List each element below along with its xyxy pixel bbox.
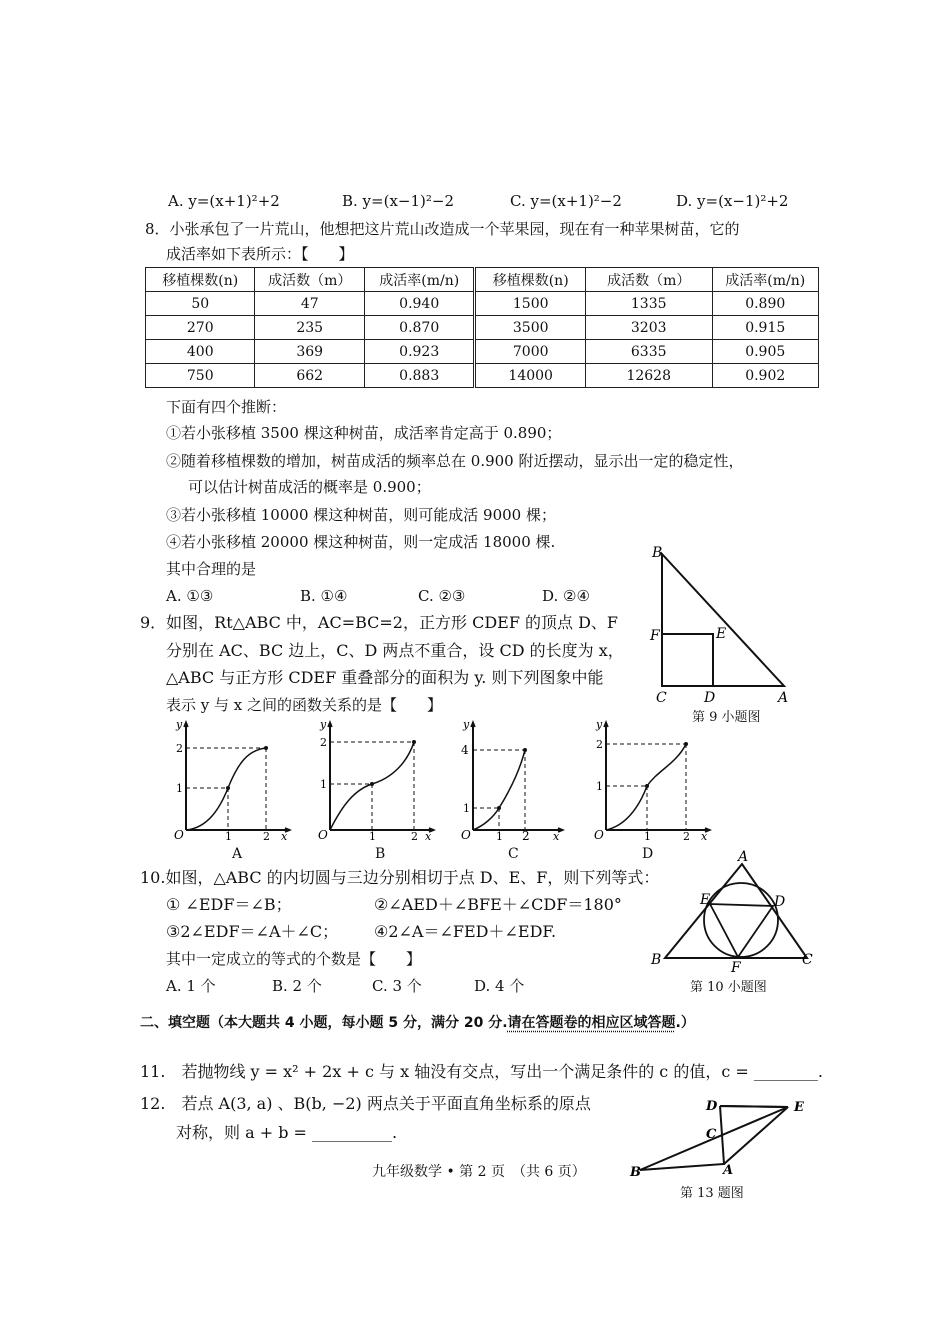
- svg-text:y: y: [596, 718, 603, 731]
- page-footer: 九年级数学 • 第 2 页 （共 6 页）: [372, 1164, 586, 1180]
- svg-text:2: 2: [683, 830, 690, 843]
- svg-text:B: B: [652, 545, 663, 561]
- q10-option-c: C. 3 个: [372, 977, 422, 995]
- table-cell: 12628: [585, 364, 712, 388]
- svg-text:x: x: [701, 830, 708, 843]
- svg-text:y: y: [463, 718, 470, 731]
- svg-text:2: 2: [411, 830, 418, 843]
- table-header: 移植棵数(n): [146, 268, 255, 292]
- section-2-heading: [140, 1013, 695, 1033]
- q8-option-d: D. ②④: [542, 587, 590, 605]
- table-cell: 0.905: [712, 340, 819, 364]
- q10-option-a: A. 1 个: [166, 977, 216, 995]
- table-cell: 662: [255, 364, 364, 388]
- q8-intro: 下面有四个推断：: [166, 398, 287, 416]
- q10-incircle-figure: [645, 846, 820, 976]
- graph-label-c: C: [508, 846, 519, 862]
- svg-text:O: O: [461, 828, 471, 842]
- svg-text:2: 2: [176, 742, 183, 755]
- q8-option-c: C. ②③: [418, 587, 466, 605]
- table-cell: 235: [255, 316, 364, 340]
- svg-text:x: x: [425, 830, 432, 843]
- svg-text:D: D: [704, 690, 716, 705]
- q9-line4: 表示 y 与 x 之间的函数关系的是【 】: [166, 696, 443, 714]
- table-header: 移植棵数(n): [475, 268, 585, 292]
- q8-statement-2a: ②随着移植棵数的增加，树苗成活的频率总在 0.900 附近摆动，显示出一定的稳定性，: [166, 452, 744, 470]
- table-cell: 0.915: [712, 316, 819, 340]
- q10-eq4: ④2∠A＝∠FED＋∠EDF.: [374, 922, 557, 941]
- table-header-row: [146, 268, 819, 292]
- svg-text:O: O: [174, 828, 184, 842]
- q8-option-a: A. ①③: [166, 587, 214, 605]
- q10-eq2: ②∠AED＋∠BFE＋∠CDF＝180°: [374, 895, 622, 914]
- table-row: [146, 364, 819, 388]
- table-row: [146, 292, 819, 316]
- table-header: 成活数（m）: [255, 268, 364, 292]
- q10-eq3: ③2∠EDF＝∠A＋∠C；: [166, 922, 339, 941]
- svg-text:A: A: [723, 1163, 734, 1178]
- svg-text:1: 1: [496, 830, 503, 843]
- svg-text:2: 2: [320, 736, 327, 749]
- svg-text:1: 1: [644, 830, 651, 843]
- svg-text:D: D: [774, 894, 786, 910]
- q10-eq1: ① ∠EDF＝∠B；: [166, 895, 292, 914]
- q8-option-b: B. ①④: [300, 587, 348, 605]
- q9-line3: △ABC 与正方形 CDEF 重叠部分的面积为 y. 则下列图象中能: [166, 668, 604, 687]
- q9-graph-d: [588, 718, 718, 843]
- svg-text:B: B: [651, 952, 662, 968]
- q9-triangle-figure: [640, 540, 800, 705]
- table-cell: 750: [146, 364, 255, 388]
- svg-text:A: A: [738, 849, 749, 865]
- q12-line2: 对称，则 a + b = __________.: [176, 1123, 398, 1142]
- q10-line1: 10.如图，△ABC 的内切圆与三边分别相切于点 D、E、F，则下列等式：: [140, 868, 660, 887]
- svg-text:x: x: [281, 830, 288, 843]
- q8-statement-1: ①若小张移植 3500 棵这种树苗，成活率肯定高于 0.890；: [166, 424, 562, 442]
- q8-ask: 其中合理的是: [166, 560, 257, 578]
- q8-statement-3: ③若小张移植 10000 棵这种树苗，则可能成活 9000 棵；: [166, 506, 556, 524]
- table-cell: 7000: [475, 340, 585, 364]
- q9-graph-b: [312, 718, 442, 843]
- svg-text:2: 2: [263, 830, 270, 843]
- svg-text:2: 2: [596, 738, 603, 751]
- svg-text:E: E: [794, 1100, 804, 1115]
- table-cell: 0.870: [364, 316, 474, 340]
- svg-text:O: O: [318, 828, 328, 842]
- table-row: [146, 340, 819, 364]
- svg-text:C: C: [706, 1127, 717, 1142]
- svg-text:C: C: [656, 690, 667, 705]
- q7-option-d: D. y=(x−1)²+2: [676, 192, 789, 210]
- svg-text:y: y: [320, 718, 327, 731]
- svg-text:D: D: [706, 1099, 718, 1114]
- section-2-tail: .）: [675, 1015, 695, 1031]
- table-header: 成活数（m）: [585, 268, 712, 292]
- q8-line2: 成活率如下表所示：【 】: [166, 245, 354, 263]
- table-cell: 14000: [475, 364, 585, 388]
- q10-option-d: D. 4 个: [474, 977, 525, 995]
- svg-text:1: 1: [176, 782, 183, 795]
- svg-text:1: 1: [596, 780, 603, 793]
- table-cell: 270: [146, 316, 255, 340]
- q11-text: 11. 若抛物线 y = x² + 2x + c 与 x 轴没有交点，写出一个满足条件的 c 的值，c = ________.: [140, 1062, 823, 1081]
- table-cell: 0.883: [364, 364, 474, 388]
- svg-text:O: O: [594, 828, 604, 842]
- table-header: 成活率(m/n): [364, 268, 474, 292]
- table-cell: 6335: [585, 340, 712, 364]
- q9-caption: 第 9 小题图: [692, 710, 761, 725]
- q10-ask: 其中一定成立的等式的个数是【 】: [166, 950, 422, 968]
- q9-graph-a: [168, 718, 298, 843]
- svg-text:1: 1: [369, 830, 376, 843]
- svg-text:C: C: [802, 952, 813, 968]
- svg-text:A: A: [778, 690, 789, 705]
- table-header: 成活率(m/n): [712, 268, 819, 292]
- table-cell: 1500: [475, 292, 585, 316]
- svg-text:x: x: [553, 830, 560, 843]
- q8-line1: 8．小张承包了一片荒山，他想把这片荒山改造成一个苹果园，现在有一种苹果树苗，它的: [145, 220, 740, 238]
- q10-caption: 第 10 小题图: [690, 980, 767, 995]
- table-cell: 3203: [585, 316, 712, 340]
- graph-label-d: D: [642, 846, 654, 862]
- section-2-head-text: 二、填空题（本大题共 4 小题，每小题 5 分，满分 20 分.: [140, 1015, 508, 1031]
- table-cell: 400: [146, 340, 255, 364]
- table-cell: 47: [255, 292, 364, 316]
- q8-statement-4: ④若小张移植 20000 棵这种树苗，则一定成活 18000 棵.: [166, 533, 556, 551]
- q8-statement-2b: 可以估计树苗成活的概率是 0.900；: [188, 478, 431, 496]
- q7-option-c: C. y=(x+1)²−2: [510, 192, 622, 210]
- section-2-emphasis: 请在答题卷的相应区域答题: [507, 1015, 676, 1031]
- q10-option-b: B. 2 个: [272, 977, 322, 995]
- svg-text:F: F: [650, 628, 660, 644]
- svg-text:1: 1: [463, 802, 470, 815]
- q13-figure: [628, 1094, 818, 1180]
- table-cell: 0.902: [712, 364, 819, 388]
- table-cell: 0.940: [364, 292, 474, 316]
- q12-line1: 12. 若点 A(3, a) 、B(b, −2) 两点关于平面直角坐标系的原点: [140, 1094, 591, 1113]
- table-row: [146, 316, 819, 340]
- graph-label-a: A: [232, 846, 243, 862]
- svg-text:2: 2: [522, 829, 530, 843]
- q9-graph-c: [455, 718, 570, 843]
- table-cell: 50: [146, 292, 255, 316]
- q13-caption: 第 13 题图: [680, 1186, 744, 1201]
- svg-text:E: E: [700, 892, 711, 908]
- survival-rate-table: [145, 267, 819, 388]
- table-cell: 369: [255, 340, 364, 364]
- q7-option-b: B. y=(x−1)²−2: [342, 192, 455, 210]
- svg-text:B: B: [630, 1165, 641, 1180]
- svg-text:E: E: [716, 626, 727, 642]
- table-cell: 3500: [475, 316, 585, 340]
- svg-text:4: 4: [461, 743, 469, 757]
- q9-line2: 分别在 AC、BC 边上，C、D 两点不重合，设 CD 的长度为 x，: [166, 641, 624, 660]
- table-cell: 0.890: [712, 292, 819, 316]
- table-cell: 1335: [585, 292, 712, 316]
- svg-text:y: y: [176, 718, 183, 731]
- q7-option-a: A. y=(x+1)²+2: [168, 192, 280, 210]
- q9-line1: 9．如图，Rt△ABC 中，AC=BC=2，正方形 CDEF 的顶点 D、F: [140, 613, 619, 632]
- graph-label-b: B: [375, 846, 386, 862]
- svg-text:F: F: [731, 960, 741, 976]
- svg-text:1: 1: [320, 778, 327, 791]
- table-cell: 0.923: [364, 340, 474, 364]
- svg-text:1: 1: [225, 830, 232, 843]
